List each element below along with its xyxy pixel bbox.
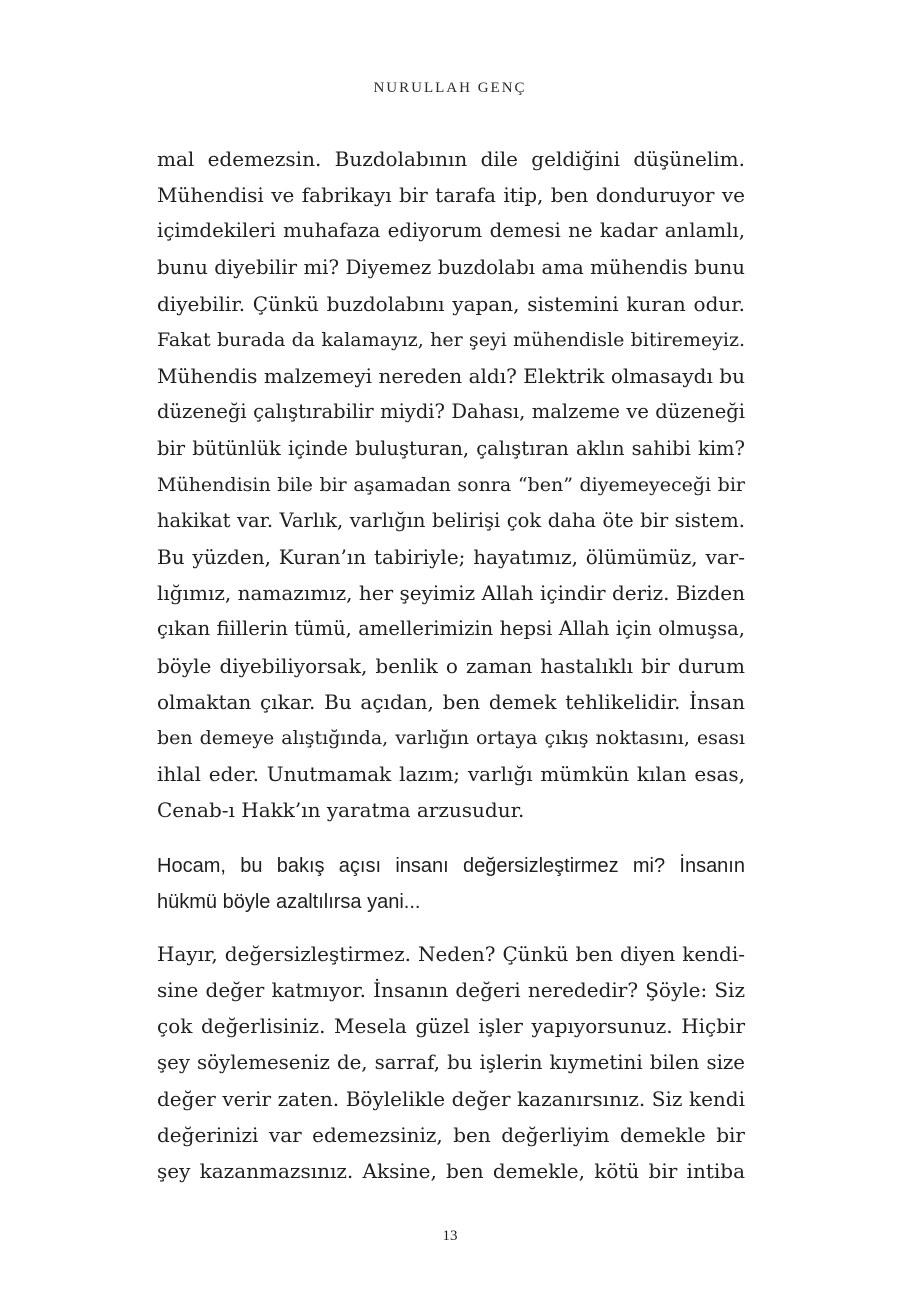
question-line: Hocam, bu bakış açısı insanı değersizleştirmez mi? İnsanın — [157, 855, 745, 877]
text-line: değerinizi var edemezsiniz, ben değerliyim demekle bir — [157, 1122, 745, 1147]
text-line: Cenab-ı Hakk’ın yaratma arzusudur. — [157, 798, 525, 823]
text-line: içimdekileri muhafaza ediyorum demesi ne kadar anlamlı, — [157, 219, 745, 243]
body-paragraph — [157, 936, 745, 1189]
text-line: bir bütünlük içinde buluşturan, çalıştıran aklın sahibi kim? — [157, 436, 745, 460]
text-line: Bu yüzden, Kuran’ın tabiriyle; hayatımız, ölümümüz, var- — [157, 545, 745, 570]
text-line: şey söylemeseniz de, sarraf, bu işlerin kıymetini bilen size — [157, 1050, 745, 1074]
running-head-author: NURULLAH GENÇ — [373, 80, 527, 96]
text-line: olmaktan çıkar. Bu açıdan, ben demek tehlikelidir. İnsan — [157, 689, 745, 714]
text-line: düzeneği çalıştırabilir miydi? Dahası, malzeme ve düzeneği — [157, 400, 745, 424]
text-line: Hayır, değersizleştirmez. Neden? Çünkü ben diyen kendi- — [157, 942, 745, 966]
interview-question — [157, 848, 745, 920]
text-line: Mühendisi ve fabrikayı bir tarafa itip, ben donduruyor ve — [157, 183, 745, 208]
text-line: sine değer katmıyor. İnsanın değeri nerededir? Şöyle: Siz — [157, 978, 745, 1003]
text-line: bunu diyebilir mi? Diyemez buzdolabı ama mühendis bunu — [157, 255, 745, 279]
text-line: şey kazanmazsınız. Aksine, ben demekle, kötü bir intiba — [157, 1159, 745, 1184]
text-line: çıkan fiillerin tümü, amellerimizin hepsi Allah için olmuşsa, — [157, 617, 745, 641]
text-line: Mühendis malzemeyi nereden aldı? Elektrik olmasaydı bu — [157, 364, 745, 389]
text-line: mal edemezsin. Buzdolabının dile geldiğini düşünelim. — [157, 147, 745, 171]
text-line: lığımız, namazımız, her şeyimiz Allah içindir deriz. Bizden — [157, 581, 745, 606]
text-line: çok değerlisiniz. Mesela güzel işler yapıyorsunuz. Hiçbir — [157, 1014, 745, 1039]
text-line: Mühendisin bile bir aşamadan sonra “ben” diyemeyeceği bir — [157, 473, 745, 496]
text-line: Fakat burada da kalamayız, her şeyi mühendisle bitiremeyiz. — [157, 328, 745, 351]
text-line: böyle diyebiliyorsak, benlik o zaman hastalıklı bir durum — [157, 653, 745, 678]
text-line: ihlal eder. Unutmamak lazım; varlığı mümkün kılan esas, — [157, 762, 745, 787]
page-number: 13 — [442, 1228, 458, 1244]
question-line: hükmü böyle azaltılırsa yani... — [157, 891, 421, 914]
text-line: ben demeye alıştığında, varlığın ortaya çıkış noktasını, esası — [157, 727, 745, 749]
text-line: hakikat var. Varlık, varlığın belirişi çok daha öte bir sistem. — [157, 508, 745, 532]
text-line: diyebilir. Çünkü buzdolabını yapan, sistemini kuran odur. — [157, 291, 745, 316]
body-paragraph — [157, 141, 745, 829]
text-line: değer verir zaten. Böylelikle değer kazanırsınız. Siz kendi — [157, 1086, 745, 1111]
